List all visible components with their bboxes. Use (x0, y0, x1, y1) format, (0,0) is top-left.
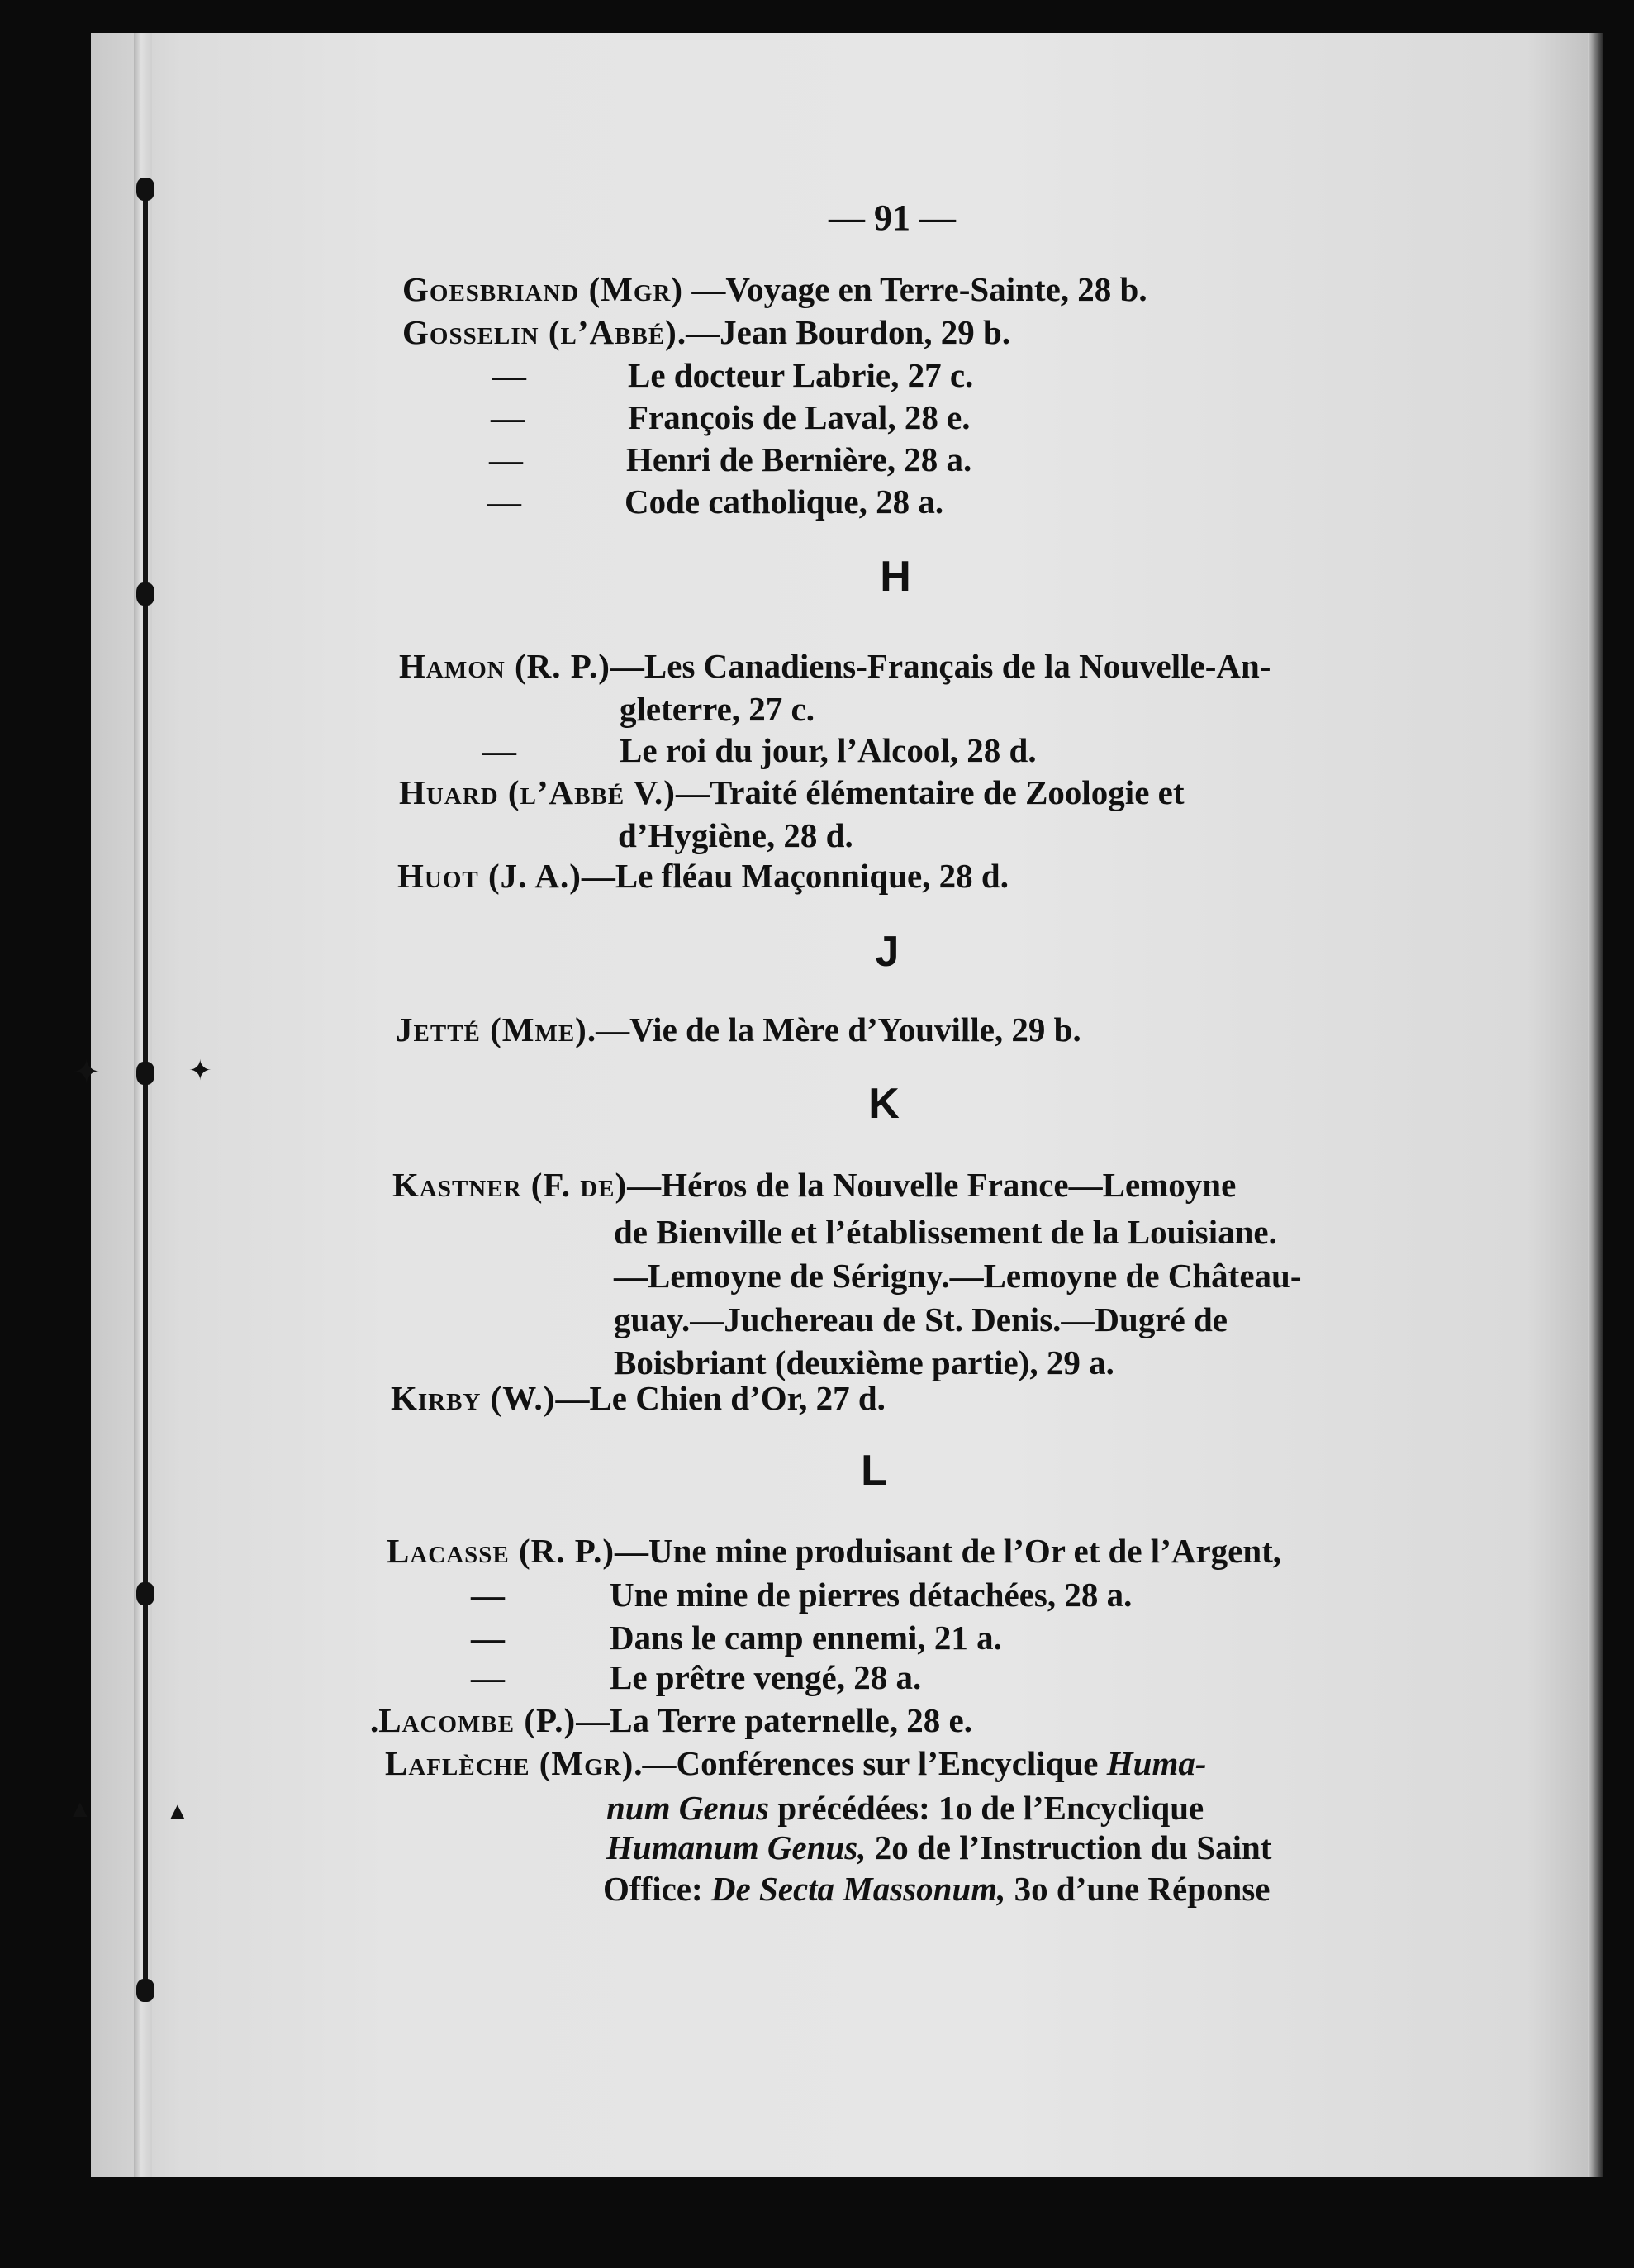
work-title: —La Terre paternelle, 28 e. (576, 1701, 972, 1739)
author-name: Lacasse (R. P.) (387, 1532, 615, 1570)
work-title-italic: Humanum Genus, (606, 1828, 867, 1866)
binding-stitch-mark: ▲ (68, 1795, 93, 1823)
work-title-italic: Huma- (1106, 1744, 1207, 1782)
binding-stitch-mark: ✦ (188, 1056, 212, 1086)
work-title: 2o de l’Instruction du Saint (866, 1828, 1272, 1866)
work-title-continued (606, 1828, 1271, 1867)
entry-hamon (399, 646, 1271, 686)
work-title: .—Jean Bourdon, 29 b. (677, 313, 1011, 351)
work-title: Une mine de pierres détachées, 28 a. (610, 1576, 1133, 1614)
ditto-dash: — (489, 440, 523, 478)
author-name: Huot (J. A.) (397, 857, 582, 895)
work-title: François de Laval, 28 e. (628, 398, 971, 436)
work-title: —Traité élémentaire de Zoologie et (675, 773, 1185, 811)
author-name: Lacombe (P.) (378, 1701, 577, 1739)
entry-lacombe (370, 1700, 972, 1740)
work-title: Code catholique, 28 a. (625, 483, 944, 521)
work-title: —Le Chien d’Or, 27 d. (555, 1379, 886, 1417)
binding-knot (136, 1979, 154, 2002)
binding-knot (136, 1062, 154, 1085)
work-title: .—Vie de la Mère d’Youville, 29 b. (587, 1010, 1081, 1048)
author-name: Jetté (Mme) (396, 1010, 587, 1048)
work-title-continued (606, 1788, 1204, 1828)
author-name: Goesbriand (Mgr) (402, 270, 684, 308)
section-heading-k: K (868, 1080, 900, 1128)
ditto-dash: — (471, 1658, 505, 1696)
work-title: Le docteur Labrie, 27 c. (628, 356, 974, 394)
entry-huot (397, 856, 1009, 896)
work-title: .—Conférences sur l’Encyclique (634, 1744, 1107, 1782)
work-title-continued: guay.—Juchereau de St. Denis.—Dugré de (614, 1300, 1228, 1338)
author-name: Kirby (W.) (391, 1379, 556, 1417)
work-title: —Une mine produisant de l’Or et de l’Argent, (614, 1532, 1282, 1570)
work-title: —Les Canadiens-Français de la Nouvelle-An- (610, 647, 1271, 685)
work-title: 3o d’une Réponse (1005, 1870, 1271, 1908)
ditto-dash: — (482, 731, 516, 769)
section-heading-h: H (880, 553, 911, 601)
work-title-continued (603, 1869, 1270, 1909)
work-title: Henri de Bernière, 28 a. (626, 440, 972, 478)
ditto-dash: — (492, 356, 526, 394)
ditto-dash: — (491, 398, 525, 436)
work-title: Le roi du jour, l’Alcool, 28 d. (620, 731, 1037, 769)
author-name: Kastner (F. de) (392, 1166, 628, 1204)
ditto-dash: — (487, 483, 521, 521)
work-title-continued: de Bienville et l’établissement de la Louisiane. (614, 1213, 1277, 1251)
entry-lacasse (387, 1531, 1281, 1571)
work-title-italic: num Genus (606, 1789, 770, 1827)
binding-cord (143, 178, 148, 1995)
work-title-continued: gleterre, 27 c. (620, 690, 815, 728)
author-name: Hamon (R. P.) (399, 647, 610, 685)
work-title-continued: d’Hygiène, 28 d. (618, 816, 853, 854)
section-heading-l: L (861, 1447, 887, 1495)
margin-mark: . (370, 1701, 379, 1739)
work-title: Dans le camp ennemi, 21 a. (610, 1619, 1002, 1657)
binding-knot (136, 1582, 154, 1605)
work-title-continued: —Lemoyne de Sérigny.—Lemoyne de Château- (614, 1257, 1302, 1295)
ditto-dash: — (471, 1576, 505, 1614)
ditto-dash: — (471, 1619, 505, 1657)
work-title: Le prêtre vengé, 28 a. (610, 1658, 922, 1696)
author-name: Gosselin (l’Abbé) (402, 313, 677, 351)
entry-jette (396, 1010, 1081, 1049)
entry-kirby (391, 1378, 886, 1418)
entry-gosselin (402, 312, 1010, 352)
work-title: —Voyage en Terre-Sainte, 28 b. (683, 270, 1147, 308)
binding-knot (136, 582, 154, 606)
work-title: précédées: 1o de l’Encyclique (769, 1789, 1204, 1827)
binding-stitch-mark: ▲ (165, 1798, 190, 1825)
page-edge-shadow (1588, 33, 1603, 2177)
page-number: — 91 — (829, 197, 956, 238)
entry-huard (399, 773, 1185, 812)
entry-lafleche (385, 1743, 1207, 1783)
author-name: Huard (l’Abbé V.) (399, 773, 676, 811)
binding-stitch-mark: ✦ (73, 1053, 101, 1091)
section-heading-j: J (875, 928, 900, 976)
work-title: Office: (603, 1870, 711, 1908)
author-name: Laflèche (Mgr) (385, 1744, 634, 1782)
work-title: —Héros de la Nouvelle France—Lemoyne (627, 1166, 1237, 1204)
binding-knot (136, 178, 154, 201)
entry-kastner (392, 1165, 1236, 1205)
work-title-italic: De Secta Massonum, (710, 1870, 1006, 1908)
work-title-continued: Boisbriant (deuxième partie), 29 a. (614, 1343, 1114, 1381)
work-title: —Le fléau Maçonnique, 28 d. (581, 857, 1009, 895)
entry-goesbriand (402, 269, 1147, 309)
